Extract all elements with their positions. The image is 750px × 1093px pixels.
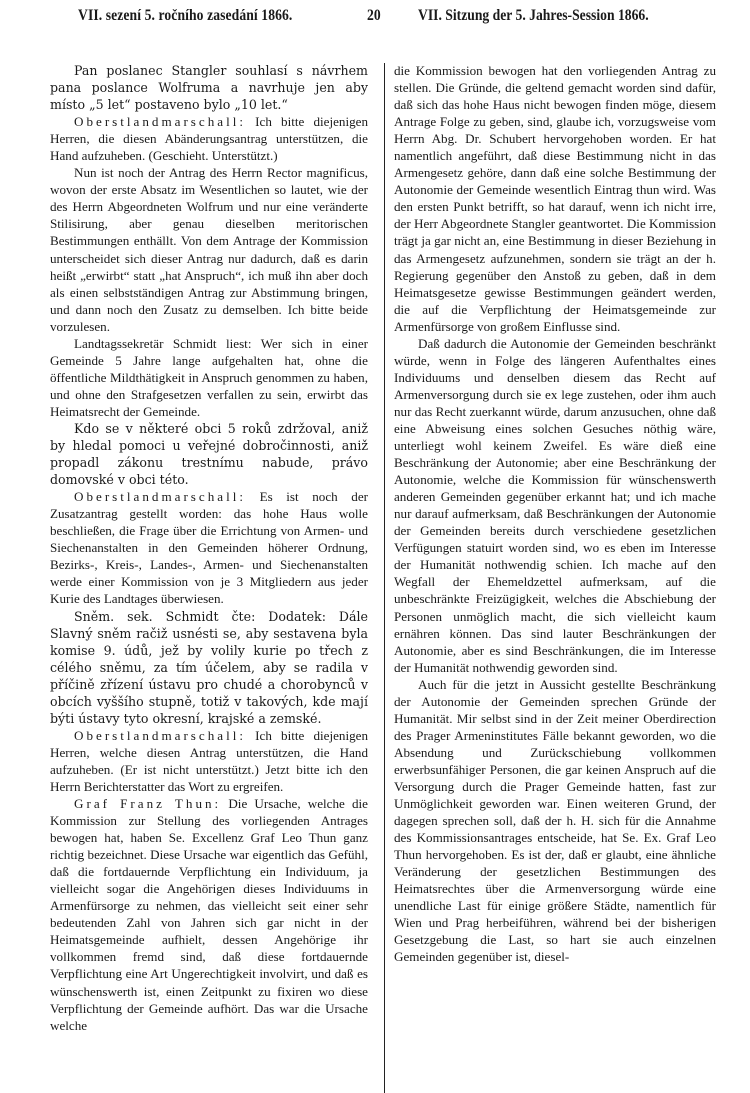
header-czech-title: VII. sezení 5. ročního zasedání 1866. xyxy=(78,7,293,24)
page-number: 20 xyxy=(367,7,381,24)
paragraph xyxy=(394,335,716,676)
paragraph xyxy=(50,795,368,1034)
paragraph-text: Ich bitte diejenigen Herren, die diesen Abänderungsantrag unterstützen, die Hand aufzuheben. (Geschieht. Unterstützt.) xyxy=(50,114,368,164)
paragraph-text: Pan poslanec Stangler souhlasí s návrhem pana poslance Wolfruma a navrhuje jen aby místo „5 let“ postaveno bylo „10 let.“ xyxy=(50,63,368,113)
paragraph-text: Ich bitte diejenigen Herren, welche diesen Antrag unterstützen, die Hand aufzuheben. (Er ist nicht unterstützt.) Jetzt bitte ich den Herrn Berichterstatter das Wort zu ergreifen. xyxy=(50,727,368,794)
paragraph-text: Wer sich in einer Gemeinde 5 Jahre lange aufgehalten hat, ohne die öffentliche Mildthätigkeit in Anspruch genommen zu haben, und ohne den Strafgesetzen verfallen zu sein, erwirbt das Heimatsrecht der Gemeinde. xyxy=(50,335,368,419)
paragraph xyxy=(50,62,368,113)
paragraph-text: Sněm. sek. Schmidt čte: Dodatek: Dále Slavný sněm račiž usnésti se, aby sestavena byla komise 9. údů, jež by volily kurie po třech z célého sněmu, za tím účelem, aby se radila v příčině zřízení ústavu pro chudé a chorobynců v obcích vyššího stupně, totiž v takových, kde mají býti ústavy tyto okresní, krajské a zemské. xyxy=(50,608,368,726)
speaker-name: Oberstlandmarschall: xyxy=(74,727,246,743)
page-header xyxy=(0,0,750,52)
paragraph xyxy=(394,676,716,966)
paragraph xyxy=(50,488,368,607)
speaker-name: Landtagssekretär Schmidt liest: xyxy=(74,335,252,351)
paragraph-text: Daß dadurch die Autonomie der Gemeinden beschränkt würde, wenn in Folge des längeren Aufenthaltes eines Individuums und denselben diesem das Recht auf Armenversorgung durch sie ex lege zustehen, oder ihm auch nur das Recht zuerkannt würde, darum anzusuchen, ohne daß eine Abweisung eines solchen Gesuches nöthig wäre, unterliegt wohl keinem Zweifel. Es wäre dieß eine Beschränkung der Autonomie; aber eine Beschränkung der Autonomie, welche die Kommission für wünschenswerth anderen Gemeinden gegenüber erkannt hat; und ich mache nur darauf aufmerksam, daß Beschränkungen der Autonomie der Gemeinden bereits durch verschiedene gesetzlichen Verfügungen statuirt worden sind, wo es eben im Interesse der Humanität nothwendig schien. Ich mache auf den Wegfall der Ehemeldzettel aufmerksam, auf die unbeschränkte Freizügigkeit, welches die Abschiebung der Personen unmöglich macht, die sich vielleicht kaum ernähren können. Das sind lauter Beschränkungen der Autonomie, aber es sind Beschränkungen, die im Interesse der Humanität nothwendig geworden sind. xyxy=(394,335,716,675)
header-german-title: VII. Sitzung der 5. Jahres-Session 1866. xyxy=(418,7,649,24)
speaker-name: Oberstlandmarschall: xyxy=(74,114,246,130)
paragraph xyxy=(50,164,368,334)
speaker-name: Oberstlandmarschall: xyxy=(74,489,246,505)
paragraph-text: Nun ist noch der Antrag des Herrn Rector magnificus, wovon der erste Absatz im Wesentlichen so lautet, wie der des Herrn Abgeordneten Wolfrum und nur eine veränderte Stilisirung, aber genau dieselben meritorischen Bestimmungen enthällt. Von dem Antrage der Kommission unterscheidet sich dieser Antrag nur dadurch, daß es darin heißt „erwirbt“ statt „hat Anspruch“, ich muß ihn aber doch als einen selbstständigen Antrag zur Abstimmung bringen, und dann noch den Zusatz zu demselben. Ich bitte beide vorzulesen. xyxy=(50,165,368,334)
left-column xyxy=(50,62,368,1034)
paragraph-text: Die Ursache, welche die Kommission zur Stellung des vorliegenden Antrages bewogen hat, haben Se. Excellenz Graf Leo Thun ganz richtig bezeichnet. Diese Ursache war eigentlich das Gefühl, daß die fortdauernde Verpflichtung ein Individuum, ja vielleicht sogar die Angehörigen dieses Individuums in Armenfürsorge zu nehmen, das vielleicht seit einer sehr bedeutenden Zahl von Jahren sich gar nicht in der Heimatsgemeinde aufhielt, dessen Angehörige ihr vollkommen fremd sind, daß diese fortdauernde Verpflichtung eine Art Ungerechtigkeit involvirt, und daß es wünschenswerth ist, einen Zeitpunkt zu fixiren wo diese Verpflichtung der Gemeinde aufhört. Das war die Ursache welche xyxy=(50,796,368,1033)
paragraph xyxy=(50,608,368,727)
speaker-name: Graf Franz Thun: xyxy=(74,796,222,812)
paragraph xyxy=(50,727,368,795)
paragraph-text: Es ist noch der Zusatzantrag gestellt worden: das hohe Haus wolle beschließen, die Frage über die Errichtung von Armen- und Siechenanstalten in den Gemeinden höherer Ordnung, Bezirks-, Kreis-, Landes-, Armen- und Siechenanstalten werde einer Kommission von je 3 Mitgliedern aus jeder Kurie des Landtages überwiesen. xyxy=(50,489,368,607)
paragraph-text: Kdo se v některé obci 5 roků zdržoval, aniž by hledal pomoci u veřejné dobročinnosti, aniž propadl zákonu trestnímu nabude, právo domovské v obci této. xyxy=(50,420,368,488)
paragraph-text: Auch für die jetzt in Aussicht gestellte Beschränkung der Autonomie der Gemeinden sprechen Gründe der Humanität. Mir selbst sind in der Zeit meiner Oberdirection des Prager Armeninstitutes Fälle bekannt geworden, wo die Absendung und Zurückschiebung vollkommen erwerbsunfähiger Personen, die gar keinen Anspruch auf die Versorgung durch die Prager Gemeinde hatten, fast zur Unmöglichkeit geworden war. Einen weiteren Grund, der dagegen sprechen soll, daß der h. H. sich für die Annahme des Kommissionsantrages entscheide, hat Se. Ex. Graf Leo Thun hervorgehoben. Es ist der, daß er glaubt, eine ähnliche Veränderung der gesetzlichen Bestimmungen des Heimatsrechtes über die Armenversorgung würde eine unendliche Last für einige größere Städte, namentlich für Wien und Prag herbeiführen, während bei der bisherigen Gesetzgebung die Last, so hart sie auch einzelnen Gemeinden gegenüber ist, diesel- xyxy=(394,676,716,965)
column-divider xyxy=(384,63,385,1093)
paragraph xyxy=(50,335,368,420)
paragraph-text: die Kommission bewogen hat den vorliegenden Antrag zu stellen. Die Gründe, die geltend gemacht worden sind dafür, daß sich das hohe Haus nicht bewogen finden möge, diesem Antrage Folge zu geben, sind, glaube ich, vorzugsweise vom Herrn Abg. Dr. Schubert hervorgehoben worden. Er hat namentlich angeführt, daß diese Bestimmung nicht in das Armengesetz gehöre, dann daß eine solche Bestimmung der Autonomie der Gemeinde wesentlich Eintrag thun wird. Was den ersten Punkt betrifft, so hat darauf, wenn ich nicht irre, der Herr Abgeordnete Stangler geantwortet. Die Kommission trägt ja gar nicht an, eine Bestimmung in dieser Beziehung in das Armengesetz aufzunehmen, sondern sie trägt an der h. Regierung gegenüber den Anstoß zu geben, daß in dem Heimatsgesetze gewisse Bestimmungen geändert werden, die auf die Verpflichtung der Heimatsgemeinde zur Armenfürsorge von großem Einflusse sind. xyxy=(394,63,716,334)
right-column xyxy=(394,62,716,965)
paragraph xyxy=(50,113,368,164)
paragraph xyxy=(50,420,368,488)
paragraph xyxy=(394,62,716,335)
